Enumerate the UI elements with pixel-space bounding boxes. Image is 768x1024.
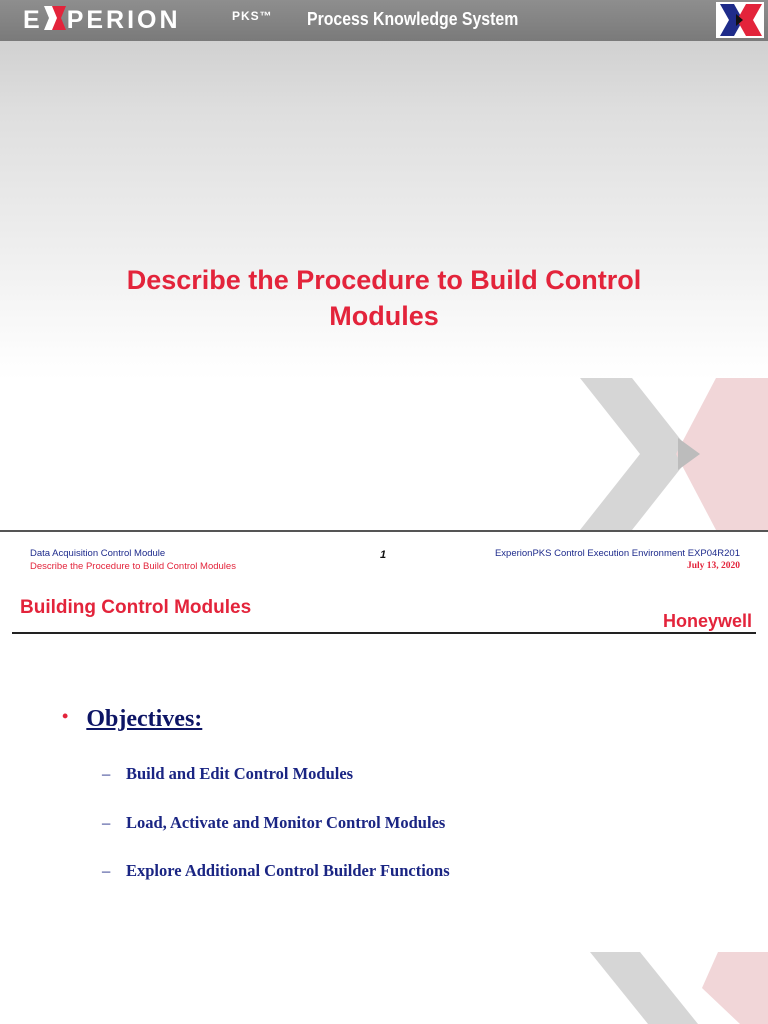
company-logo: Honeywell (662, 611, 752, 631)
objective-item (102, 764, 353, 784)
content-slide (0, 532, 768, 1024)
experion-logo (23, 5, 181, 35)
slide-title-line2: Modules (329, 301, 439, 331)
brand-superscript: PKS™ (232, 9, 273, 23)
brand-suffix: PERION (66, 6, 181, 34)
header-left (30, 547, 236, 573)
objective-text: Build and Edit Control Modules (126, 764, 354, 783)
brand-tagline: Process Knowledge System (307, 9, 519, 29)
experion-x-logo-icon (44, 6, 66, 30)
objective-item (102, 861, 450, 881)
lesson-title: Describe the Procedure to Build Control Modules (30, 561, 236, 572)
header-right (495, 547, 740, 573)
slide-title (60, 262, 708, 334)
dash-icon: – (102, 861, 111, 880)
decorative-x-watermark-icon (580, 378, 768, 530)
objectives-heading (62, 706, 202, 733)
dash-icon: – (102, 813, 111, 832)
header-rule (12, 632, 756, 634)
objective-text: Explore Additional Control Builder Functions (126, 861, 450, 880)
corner-x-logo-icon (716, 2, 764, 38)
course-name: ExperionPKS Control Execution Environment EXP04R201 (494, 548, 740, 559)
bullet-dot-icon: • (62, 706, 69, 726)
course-module: Data Acquisition Control Module (30, 548, 166, 559)
slide-date: July 13, 2020 (686, 561, 740, 571)
section-title: Building Control Modules (20, 597, 252, 618)
decorative-x-watermark-icon (590, 952, 768, 1024)
objective-text: Load, Activate and Monitor Control Modules (126, 813, 446, 832)
slide-title-line1: Describe the Procedure to Build Control (126, 265, 642, 295)
objective-item (102, 813, 445, 833)
objectives-label: Objectives: (86, 706, 203, 732)
header-bar (0, 0, 768, 41)
page-number: 1 (380, 549, 387, 561)
dash-icon: – (102, 764, 111, 783)
brand-prefix: E (23, 6, 43, 34)
